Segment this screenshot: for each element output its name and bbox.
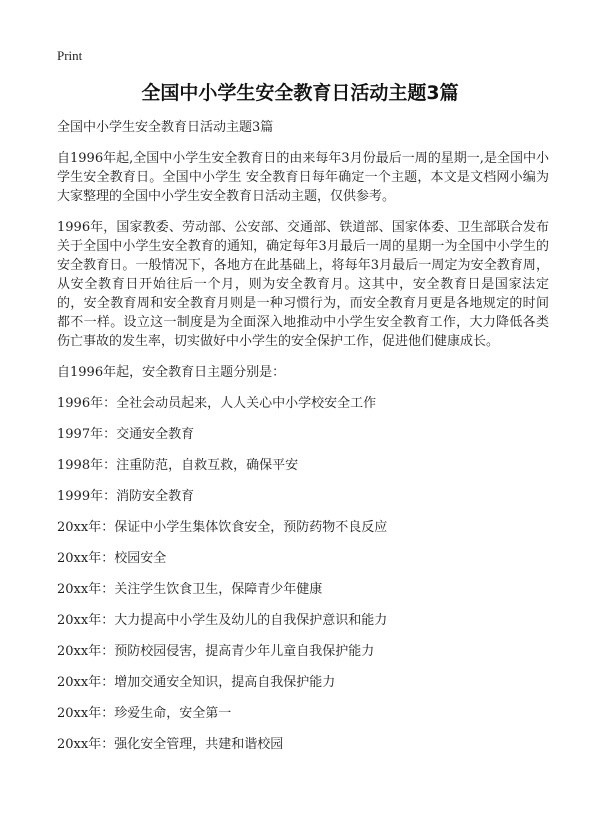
list-item: 20xx年：关注学生饮食卫生，保障青少年健康 [57,582,323,597]
list-item: 20xx年：珍爱生命，安全第一 [57,706,232,721]
history-paragraph: 1996年，国家教委、劳动部、公安部、交通部、铁道部、国家体委、卫生部联合发布关于全国中小学生安全教育的通知，确定每年3月最后一周的星期一为全国中小学生的安全教育日。一般情况下，各地方在此基础上，将每年3月最后一周定为安全教育周，从安全教育日开始往后一个月，则为安全教育月。这其中，安全教育日是国家法定的，安全教育周和安全教育月则是一种习惯行为，而安全教育月更是各地规定的时间都不一样。设立这一制度是为全面深入地推动中小学生安全教育工作，大力降低各类伤亡事故的发生率，切实做好中小学生的安全保护工作，促进他们健康成长。 [57,220,549,349]
list-item: 1996年：全社会动员起来，人人关心中小学校安全工作 [57,396,377,411]
list-item: 20xx年：校园安全 [57,551,167,566]
print-link[interactable]: Print [57,48,83,63]
page-title: 全国中小学生安全教育日活动主题3篇 [141,82,459,104]
list-item: 20xx年：强化安全管理，共建和谐校园 [57,737,284,752]
document-subtitle: 全国中小学生安全教育日活动主题3篇 [57,120,274,135]
themes-list [57,394,549,754]
list-item: 20xx年：增加交通安全知识，提高自我保护能力 [57,675,336,690]
document-body [57,118,549,766]
themes-intro-paragraph: 自1996年起，安全教育日主题分别是： [57,365,286,380]
list-item: 20xx年：保证中小学生集体饮食安全，预防药物不良反应 [57,520,388,535]
list-item: 20xx年：预防校园侵害，提高青少年儿童自我保护能力 [57,644,375,659]
list-item: 1997年：交通安全教育 [57,427,195,442]
list-item: 20xx年：大力提高中小学生及幼儿的自我保护意识和能力 [57,613,388,628]
list-item: 1999年：消防安全教育 [57,489,195,504]
intro-paragraph: 自1996年起,全国中小学生安全教育日的由来每年3月份最后一周的星期一,是全国中小学生安全教育日。全国中小学生 安全教育日每年确定一个主题，本文是文档网小编为大家整理的全国中小学生安全教育日活动主题，仅供参考。 [57,151,549,204]
list-item: 1998年：注重防范，自救互救，确保平安 [57,458,299,473]
